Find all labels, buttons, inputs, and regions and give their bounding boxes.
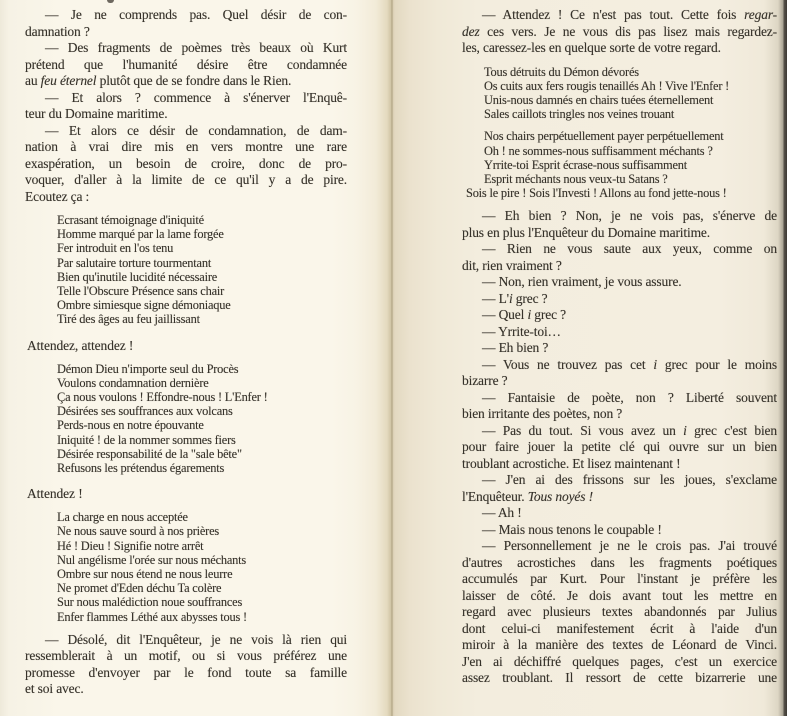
text-line: assez troublant. Il ressort de cette bizarrerie une [462,670,777,686]
text-line: — Eh bien ? Non, je ne vois pas, s'énerve de [482,208,777,224]
text-line: miroir à la manière des textes de Léonard de Vinci. [462,637,777,653]
paragraph [25,123,347,206]
verse-line: Bien qu'inutile lucidité nécessaire [57,269,218,284]
text-line: laisser de côté. Je dois avant tout les mettre en [462,587,777,603]
paragraph [462,340,777,357]
text-line: — Désolé, dit l'Enquêteur, je ne vois là rien qui [45,631,347,647]
text-line: les, caressez-les en quelque sorte de votre regard. [462,40,721,55]
paragraph [25,632,347,698]
paragraph [25,40,347,90]
verse-line: Ecrasant témoignage d'iniquité [57,213,204,227]
text-line: ressemblerait à un motif, ou si vous préférez une [25,648,347,664]
text-line: bien irritante des poètes, non ? [462,406,623,422]
paragraph [462,505,777,522]
verse-line: Perds-nous en notre épouvante [57,418,204,433]
verse-line: Sales caillots tringles nos veines trouant [484,107,675,122]
paragraph [25,90,347,123]
text-line: troublant acrostiche. Et lisez maintenant ! [462,455,681,471]
text-line: dont celui-ci manifestement écrit à l'aide d'un [462,620,777,636]
paragraph [462,522,777,539]
verse-line: Iniquité ! de la nommer sommes fiers [57,432,236,447]
text-line: — Vous ne trouvez pas cet i grec pour le moins [482,356,777,372]
verse-stanza [462,129,777,200]
verse-line: Homme marqué par la lame forgée [57,227,224,242]
verse-line: Ne nous sauve sourd à nos prières [57,524,220,539]
text-line: — Des fragments de poèmes très beaux où Kurt [45,40,347,55]
text-line: — Attendez ! Ce n'est pas tout. Cette fois regar- [482,7,777,22]
verse-line: Ça nous voulons ! Effondre-nous ! L'Enfer ! [57,390,268,405]
text-line: accumulés par Kurt. Pour l'instant je préfère les [462,571,777,587]
verse-line: Nos chairs perpétuellement payer perpétuellement [484,129,724,144]
text-line: — Quel i grec ? [482,307,566,323]
verse-line: Oh ! ne sommes-nous suffisamment méchants ? [484,143,713,158]
paragraph [462,423,777,473]
text-line: — Mais nous tenons le coupable ! [482,521,662,537]
verse-line: Hé ! Dieu ! Signifie notre arrêt [57,538,204,553]
verse-line: Ne promet d'Eden déchu Ta colère [57,581,222,596]
text-line: damnation ? [25,23,90,39]
verse-line: Démon Dieu n'importe seul du Procès [57,361,239,376]
verse-line: Ombre simiesque signe démoniaque [57,298,231,313]
text-line: — Non, rien vraiment, je vous assure. [482,274,682,290]
text-line: — J'en ai des frissons sur les joues, s'exclame [482,472,777,488]
paragraph [462,538,777,687]
text-line: et soi avec. [25,681,84,697]
verse-line: Tous détruits du Démon dévorés [484,64,639,79]
paragraph [462,274,777,291]
verse-line: Enfer flammes Léthé aux abysses tous ! [57,609,247,624]
right-page [462,0,777,687]
text-line: pour faire jouer la petite clé qui ouvre sur un bien [462,439,777,455]
paragraph [462,241,777,274]
text-line: prétend que l'humanité désire être condamnée [25,56,347,72]
verse-line: Os cuits aux fers rougis tenaillés Ah ! Vive l'Enfer ! [484,78,730,93]
text-line: nation à vrai dire mis en vers montre une rare [25,139,347,154]
verse-line: Fer introduit en l'os tenu [57,241,174,256]
verse-line: Tiré des âges au feu jaillissant [57,312,200,327]
verse-line: Refusons les prétendus égarements [57,461,225,476]
text-line: — Personnellement je ne le crois pas. J'ai trouvé [482,538,777,554]
text-line: — Pas du tout. Si vous avez un i grec c'est bien [482,422,777,438]
text-line: teur du Domaine maritime. [25,106,168,121]
text-line: — Et alors ? commence à s'énerver l'Enquê- [45,89,347,105]
verse-line: Sur nous malédiction noue souffrances [57,595,243,610]
text-line: dit, rien vraiment ? [462,257,562,273]
verse-stanza [25,213,347,327]
text-line: dez ces vers. Je ne vous dis pas lisez mais regardez- [462,23,777,39]
text-line: — Et alors ce désir de condamnation, de dam- [45,122,347,138]
text-line: promesse d'envoyer par le fond toute sa famille [25,664,347,680]
paragraph [462,208,777,241]
verse-stanza [25,510,347,624]
verse-line: Désirée responsabilité de la "sale bête" [57,446,242,461]
verse-line: Désirées ses souffrances aux volcans [57,404,233,419]
verse-line: Nul angélisme l'orée sur nous méchants [57,552,247,567]
text-line: — Je ne comprends pas. Quel désir de con- [45,7,347,22]
text-line: exaspération, un besoin de croire, donc de pro- [25,155,347,171]
paragraph [462,307,777,324]
text-line: plus en plus l'Enquêteur du Domaine maritime. [462,224,711,240]
text-line: voquer, d'aller à la limite de ce qu'il y a de pire. [25,172,347,187]
text-line: bizarre ? [462,373,508,389]
paragraph [25,7,347,40]
verse-line: Esprit méchants nous veux-tu Satans ? [484,171,668,186]
text-line: au feu éternel plutôt que de se fondre dans le Rien. [25,73,292,88]
text-line: — Eh bien ? [482,340,549,356]
paragraph [462,472,777,505]
verse-line: Sois le pire ! Sois l'Investi ! Allons au fond jette-nous ! [466,186,727,201]
verse-line: Telle l'Obscure Présence sans chair [57,284,225,299]
text-line: — Fantaisie de poète, non ? Liberté souvent [482,389,777,405]
text-line: — Rien ne vous saute aux yeux, comme on [482,241,777,257]
text-line: Ecoutez ça : [25,188,90,204]
verse-heading: Attendez, attendez ! [27,337,134,353]
verse-line: Unis-nous damnés en chairs tuées éternellement [484,92,714,107]
paragraph [462,390,777,423]
paragraph [462,291,777,308]
text-line: d'autres acrostiches dans les fragments poétiques [462,554,777,570]
text-line: regard avec plusieurs textes abandonnés par Julius [462,604,777,620]
text-line: — Yrrite-toi… [482,323,561,339]
text-line: J'en ai déchiffré quelques pages, c'est un exercice [462,653,777,669]
text-line: — Ah ! [482,505,522,521]
verse-line: Yrrite-toi Esprit écrase-nous suffisamment [484,157,687,172]
text-line: — L'i grec ? [482,290,548,306]
verse-stanza [462,65,777,122]
paragraph [462,7,777,57]
verse-line: Par salutaire torture tourmentant [57,255,212,270]
verse-line: La charge en nous acceptée [57,510,188,525]
verse-line: Voulons condamnation dernière [57,375,209,390]
verse-stanza [25,362,347,476]
left-page [25,0,347,698]
paragraph [462,357,777,390]
verse-line: Ombre sur nous étend ne nous leurre [57,567,233,582]
text-line: l'Enquêteur. Tous noyés ! [462,488,593,504]
verse-heading: Attendez ! [27,486,83,502]
paragraph [462,324,777,341]
page-fold-line [391,0,393,716]
